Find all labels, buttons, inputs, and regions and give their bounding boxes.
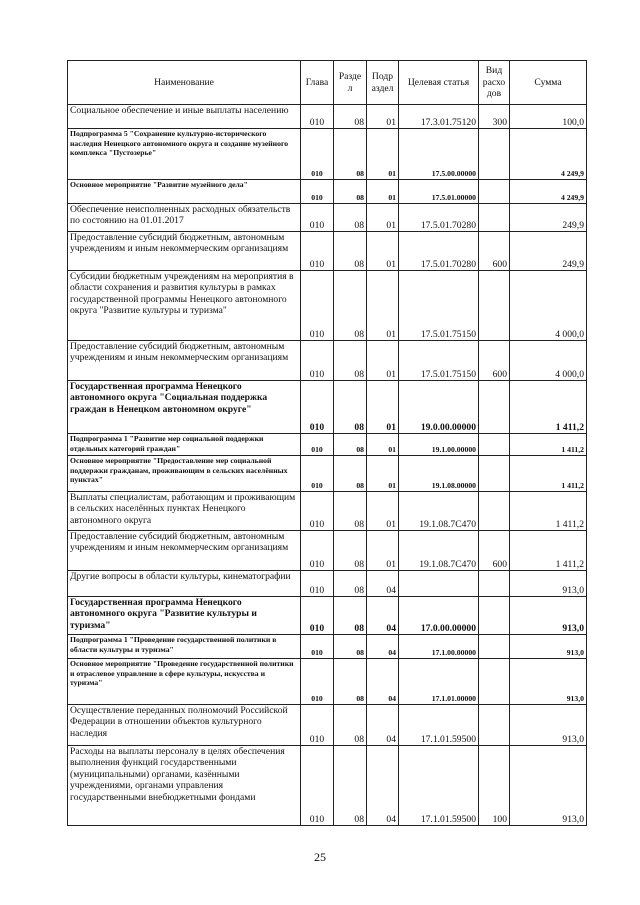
row-target-article: 19.1.08.7C470	[399, 492, 479, 531]
row-expense-type	[479, 204, 510, 232]
row-target-article: 17.5.00.00000	[399, 129, 479, 180]
row-name: Подпрограмма 5 "Сохранение культурно-исторического наследия Ненецкого автономного округа и создание музейного комплекса "Пустозерье"	[68, 129, 301, 180]
row-chapter: 010	[301, 531, 334, 571]
row-section: 08	[334, 597, 367, 635]
row-amount: 1 411,2	[510, 456, 587, 492]
row-amount: 913,0	[510, 659, 587, 705]
row-expense-type: 600	[479, 232, 510, 271]
header-row	[68, 61, 587, 105]
row-name: Субсидии бюджетным учреждениям на мероприятия в области сохранения и развития культуры в рамках государственной программы Ненецкого автономного округа "Развитие культуры и туризма"	[68, 271, 301, 341]
row-name: Обеспечение неисполненных расходных обязательств по состоянию на 01.01.2017	[68, 204, 301, 232]
row-subsection: 01	[367, 204, 399, 232]
row-section: 08	[334, 571, 367, 597]
table-row	[68, 271, 587, 341]
row-chapter: 010	[301, 129, 334, 180]
row-target-article: 17.1.01.00000	[399, 659, 479, 705]
row-amount: 913,0	[510, 571, 587, 597]
row-amount: 1 411,2	[510, 492, 587, 531]
row-expense-type	[479, 635, 510, 659]
row-name: Социальное обеспечение и иные выплаты населению	[68, 105, 301, 129]
row-name: Другие вопросы в области культуры, кинематографии	[68, 571, 301, 597]
row-chapter: 010	[301, 746, 334, 826]
row-section: 08	[334, 381, 367, 434]
page-number: 25	[314, 850, 326, 864]
row-target-article: 17.1.01.59500	[399, 746, 479, 826]
table-row	[68, 381, 587, 434]
row-target-article	[399, 571, 479, 597]
row-subsection: 04	[367, 705, 399, 746]
row-subsection: 01	[367, 105, 399, 129]
row-name: Осуществление переданных полномочий Российской Федерации в отношении объектов культурного наследия	[68, 705, 301, 746]
row-target-article: 17.5.01.75150	[399, 341, 479, 381]
row-expense-type	[479, 271, 510, 341]
row-name: Основное мероприятие "Предоставление мер социальной поддержки гражданам, проживающим в сельских населённых пунктах"	[68, 456, 301, 492]
row-expense-type	[479, 659, 510, 705]
table-row	[68, 180, 587, 204]
row-section: 08	[334, 531, 367, 571]
row-name: Расходы на выплаты персоналу в целях обеспечения выполнения функций государственными (муниципальными) органами, казёнными учреждениями, органами управления государственными внебюджетными фондами	[68, 746, 301, 826]
row-name: Подпрограмма 1 "Развитие мер социальной поддержки отдельных категорий граждан"	[68, 434, 301, 456]
row-section: 08	[334, 129, 367, 180]
row-subsection: 01	[367, 341, 399, 381]
table-row	[68, 492, 587, 531]
row-amount: 4 000,0	[510, 341, 587, 381]
table-row	[68, 659, 587, 705]
row-expense-type: 300	[479, 105, 510, 129]
row-chapter: 010	[301, 204, 334, 232]
row-section: 08	[334, 492, 367, 531]
row-section: 08	[334, 341, 367, 381]
row-expense-type	[479, 434, 510, 456]
row-section: 08	[334, 456, 367, 492]
row-amount: 913,0	[510, 635, 587, 659]
row-target-article: 19.0.00.00000	[399, 381, 479, 434]
row-section: 08	[334, 232, 367, 271]
row-subsection: 01	[367, 492, 399, 531]
row-name: Подпрограмма 1 "Проведение государственной политики в области культуры и туризма"	[68, 635, 301, 659]
table-row	[68, 434, 587, 456]
row-chapter: 010	[301, 271, 334, 341]
row-expense-type	[479, 180, 510, 204]
table-row	[68, 341, 587, 381]
row-section: 08	[334, 705, 367, 746]
table-row	[68, 105, 587, 129]
row-expense-type: 600	[479, 341, 510, 381]
row-subsection: 01	[367, 381, 399, 434]
row-subsection: 01	[367, 232, 399, 271]
row-subsection: 01	[367, 180, 399, 204]
header-amount: Сумма	[510, 61, 587, 105]
row-chapter: 010	[301, 659, 334, 705]
table-row	[68, 129, 587, 180]
row-amount: 249,9	[510, 204, 587, 232]
row-amount: 1 411,2	[510, 381, 587, 434]
row-chapter: 010	[301, 105, 334, 129]
row-name: Предоставление субсидий бюджетным, автономным учреждениям и иным некоммерческим организациям	[68, 531, 301, 571]
row-chapter: 010	[301, 232, 334, 271]
row-amount: 4 249,9	[510, 180, 587, 204]
row-target-article: 19.1.08.00000	[399, 456, 479, 492]
row-expense-type	[479, 381, 510, 434]
row-expense-type	[479, 492, 510, 531]
budget-table	[67, 60, 587, 826]
row-subsection: 01	[367, 129, 399, 180]
row-subsection: 01	[367, 434, 399, 456]
row-chapter: 010	[301, 341, 334, 381]
table-row	[68, 705, 587, 746]
row-section: 08	[334, 746, 367, 826]
row-target-article: 17.1.01.59500	[399, 705, 479, 746]
table-row	[68, 232, 587, 271]
row-subsection: 04	[367, 635, 399, 659]
row-target-article: 17.5.01.70280	[399, 204, 479, 232]
row-target-article: 17.1.00.00000	[399, 635, 479, 659]
row-name: Предоставление субсидий бюджетным, автономным учреждениям и иным некоммерческим организациям	[68, 232, 301, 271]
row-expense-type	[479, 129, 510, 180]
row-subsection: 04	[367, 597, 399, 635]
row-target-article: 17.3.01.75120	[399, 105, 479, 129]
row-chapter: 010	[301, 705, 334, 746]
row-target-article: 19.1.00.00000	[399, 434, 479, 456]
row-target-article: 19.1.08.7C470	[399, 531, 479, 571]
header-target-article: Целевая статья	[399, 61, 479, 105]
row-amount: 1 411,2	[510, 531, 587, 571]
table-row	[68, 204, 587, 232]
row-section: 08	[334, 271, 367, 341]
row-subsection: 04	[367, 571, 399, 597]
row-chapter: 010	[301, 492, 334, 531]
row-target-article: 17.0.00.00000	[399, 597, 479, 635]
row-subsection: 04	[367, 746, 399, 826]
row-name: Основное мероприятие "Развитие музейного дела"	[68, 180, 301, 204]
table-row	[68, 456, 587, 492]
row-expense-type	[479, 705, 510, 746]
row-amount: 4 249,9	[510, 129, 587, 180]
row-chapter: 010	[301, 597, 334, 635]
header-chapter: Глава	[301, 61, 334, 105]
row-section: 08	[334, 659, 367, 705]
row-name: Предоставление субсидий бюджетным, автономным учреждениям и иным некоммерческим организациям	[68, 341, 301, 381]
row-expense-type	[479, 456, 510, 492]
header-name: Наименование	[68, 61, 301, 105]
row-target-article: 17.5.01.70280	[399, 232, 479, 271]
row-chapter: 010	[301, 180, 334, 204]
row-expense-type	[479, 597, 510, 635]
row-section: 08	[334, 635, 367, 659]
row-expense-type	[479, 571, 510, 597]
row-chapter: 010	[301, 635, 334, 659]
row-name: Основное мероприятие "Проведение государственной политики и отраслевое управление в сфере культуры, искусства и туризма"	[68, 659, 301, 705]
row-target-article: 17.5.01.00000	[399, 180, 479, 204]
row-expense-type: 600	[479, 531, 510, 571]
row-subsection: 01	[367, 271, 399, 341]
row-name: Государственная программа Ненецкого автономного округа "Развитие культуры и туризма"	[68, 597, 301, 635]
header-subsection: Подр аздел	[367, 61, 399, 105]
row-amount: 100,0	[510, 105, 587, 129]
table-row	[68, 635, 587, 659]
row-chapter: 010	[301, 571, 334, 597]
row-expense-type: 100	[479, 746, 510, 826]
table-row	[68, 597, 587, 635]
row-section: 08	[334, 434, 367, 456]
row-amount: 1 411,2	[510, 434, 587, 456]
row-amount: 4 000,0	[510, 271, 587, 341]
row-name: Государственная программа Ненецкого автономного округа "Социальная поддержка граждан в Ненецком автономном округе"	[68, 381, 301, 434]
table-row	[68, 531, 587, 571]
row-amount: 249,9	[510, 232, 587, 271]
row-amount: 913,0	[510, 705, 587, 746]
row-subsection: 01	[367, 531, 399, 571]
row-chapter: 010	[301, 434, 334, 456]
row-section: 08	[334, 204, 367, 232]
table-row	[68, 571, 587, 597]
header-section: Разде л	[334, 61, 367, 105]
row-target-article: 17.5.01.75150	[399, 271, 479, 341]
header-expense-type: Вид расхо дов	[479, 61, 510, 105]
row-amount: 913,0	[510, 746, 587, 826]
table-row	[68, 746, 587, 826]
row-subsection: 01	[367, 456, 399, 492]
row-section: 08	[334, 180, 367, 204]
row-subsection: 04	[367, 659, 399, 705]
row-chapter: 010	[301, 381, 334, 434]
row-section: 08	[334, 105, 367, 129]
row-name: Выплаты специалистам, работающим и проживающим в сельских населённых пунктах Ненецкого автономного округа	[68, 492, 301, 531]
row-amount: 913,0	[510, 597, 587, 635]
row-chapter: 010	[301, 456, 334, 492]
